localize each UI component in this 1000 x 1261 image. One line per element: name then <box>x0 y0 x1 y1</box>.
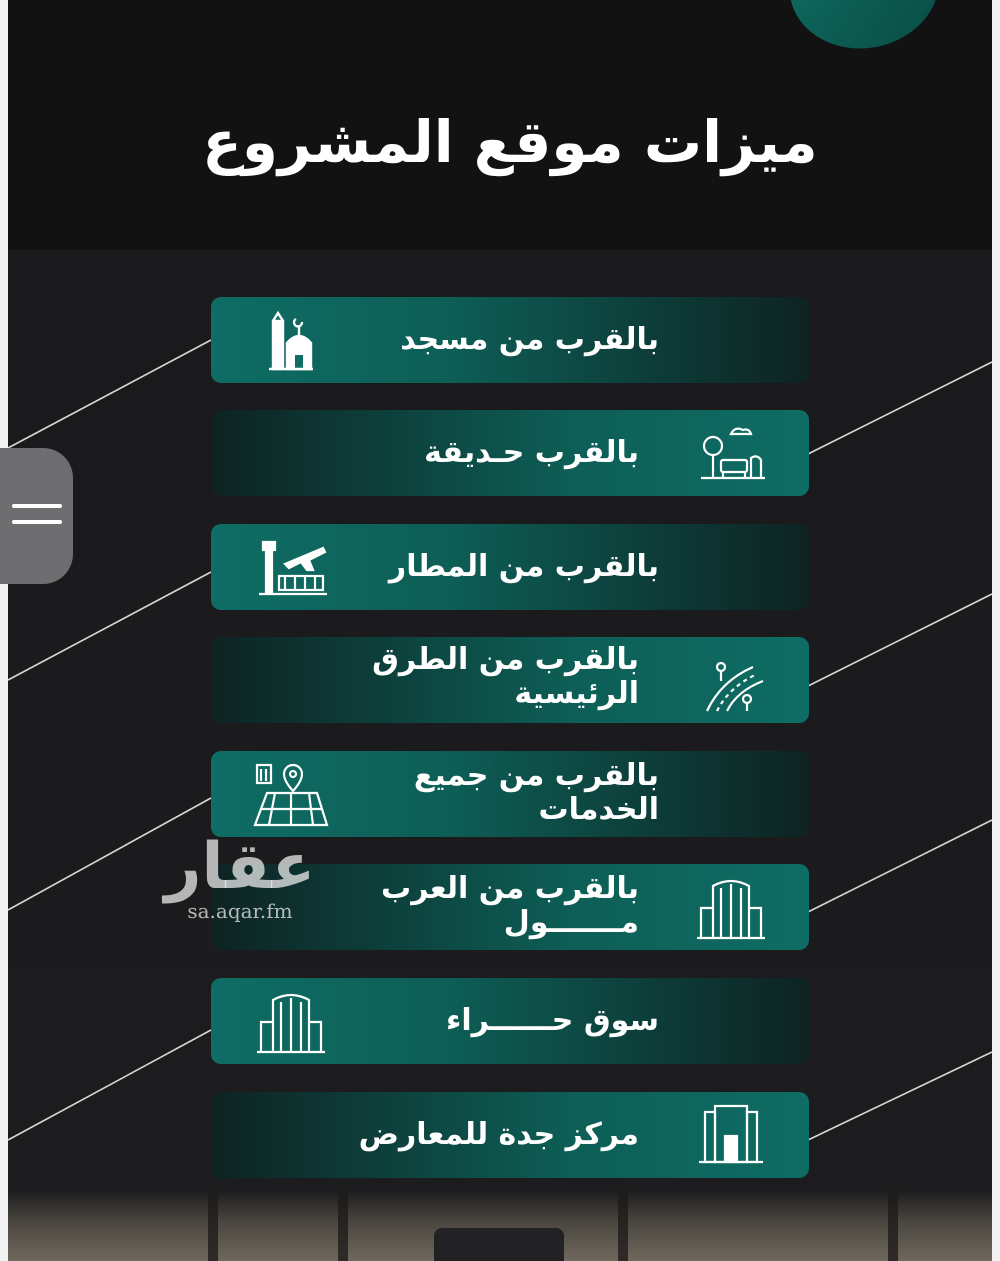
mosque-icon <box>251 307 331 373</box>
feature-label: سوق حــــــراء <box>445 1003 659 1038</box>
side-menu-button[interactable] <box>0 448 73 584</box>
exhibition-center-icon <box>691 1102 771 1168</box>
feature-roads <box>211 637 809 723</box>
feature-label: بالقرب من الطرق الرئيسية <box>372 642 639 711</box>
page-title: ميزات موقع المشروع <box>202 108 818 176</box>
market-building-icon <box>251 988 331 1054</box>
feature-label: بالقرب من جميع الخدمات <box>413 758 659 827</box>
feature-airport <box>211 524 809 610</box>
bottom-scroll-tab[interactable] <box>434 1228 564 1261</box>
connector-line <box>8 340 211 448</box>
feature-label: بالقرب حـديقة <box>424 435 639 470</box>
watermark-url: sa.aqar.fm <box>187 899 293 923</box>
park-icon <box>691 420 771 486</box>
connector-line <box>808 594 992 686</box>
feature-label: مركز جدة للمعارض <box>358 1117 639 1152</box>
feature-mosque <box>211 297 809 383</box>
watermark-brand: عقار <box>164 830 316 904</box>
feature-label: بالقرب من مسجد <box>400 322 659 357</box>
watermark <box>160 830 320 930</box>
feature-park <box>211 410 809 496</box>
connector-line <box>8 572 211 680</box>
feature-hira-market <box>211 978 809 1064</box>
connector-line <box>808 820 992 912</box>
connector-line <box>808 362 992 454</box>
mall-building-icon <box>691 874 771 940</box>
road-icon <box>691 647 771 713</box>
feature-services <box>211 751 809 837</box>
feature-label: بالقرب من العرب مـــــــول <box>381 871 639 940</box>
connector-line <box>8 1030 211 1140</box>
feature-label: بالقرب من المطار <box>388 549 659 584</box>
map-pin-icon <box>251 761 331 827</box>
feature-exhibition-center <box>211 1092 809 1178</box>
connector-line <box>808 1052 992 1140</box>
airport-icon <box>251 534 331 600</box>
